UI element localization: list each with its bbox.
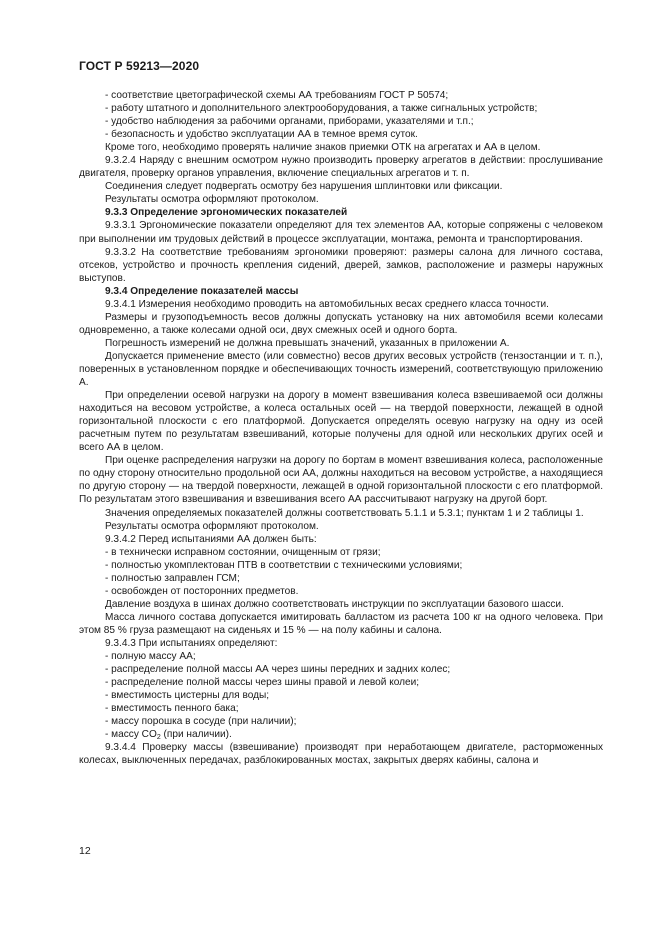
paragraph: При определении осевой нагрузки на дорогу в момент взвешивания колеса взвешиваемой оси должны находиться на весовом устройстве, а колеса остальных осей — на твердой поверхности, лежащей в одной горизонтальной плоскости с его платформой. Допускается определять осевую нагрузку на одну из осей расчетным путем по результатам взвешиваний, которые получены для одной или нескольких других осей и всего АА в целом. xyxy=(79,390,603,454)
section-heading: 9.3.3 Определение эргономических показателей xyxy=(105,207,348,219)
list-item: - безопасность и удобство эксплуатации АА в темное время суток. xyxy=(105,129,418,141)
list-item: - распределение полной массы АА через шины передних и задних колес; xyxy=(105,664,451,676)
paragraph: Погрешность измерений не должна превышать значений, указанных в приложении А. xyxy=(105,337,510,349)
list-item: - вместимость цистерны для воды; xyxy=(105,690,270,702)
list-item: - работу штатного и дополнительного электрооборудования, а также сигнальных устройств; xyxy=(105,103,538,115)
paragraph: 9.3.3.1 Эргономические показатели определяют для тех элементов АА, которые сопряжены с человеком при выполнении им трудовых действий в процессе эксплуатации, монтажа, ремонта и транспортирования. xyxy=(79,220,603,245)
paragraph: Результаты осмотра оформляют протоколом. xyxy=(105,520,319,532)
page-number: 12 xyxy=(79,845,91,857)
paragraph: Соединения следует подвергать осмотру без нарушения шплинтовки или фиксации. xyxy=(105,181,503,193)
list-item: - соответствие цветографической схемы АА требованиям ГОСТ Р 50574; xyxy=(105,90,449,101)
paragraph: Давление воздуха в шинах должно соответствовать инструкции по эксплуатации базового шасси. xyxy=(105,598,564,610)
paragraph: Результаты осмотра оформляют протоколом. xyxy=(105,194,319,206)
list-item: - полностью заправлен ГСМ; xyxy=(105,572,240,584)
section-heading: 9.3.4 Определение показателей массы xyxy=(105,285,299,297)
body-text xyxy=(79,89,603,767)
list-item: - вместимость пенного бака; xyxy=(105,703,239,715)
paragraph: 9.3.4.4 Проверку массы (взвешивание) производят при неработающем двигателе, расторможенных колесах, выключенных передачах, разблокированных мостах, закрытых дверях кабины, салона и xyxy=(79,742,603,767)
paragraph: Размеры и грузоподъемность весов должны допускать установку на них автомобиля всеми колесами одновременно, а также колесами одной оси, двух смежных осей и одного борта. xyxy=(79,311,603,336)
list-item: - в технически исправном состоянии, очищенным от грязи; xyxy=(105,546,381,558)
document-header: ГОСТ Р 59213—2020 xyxy=(79,59,200,73)
paragraph: 9.3.4.2 Перед испытаниями АА должен быть: xyxy=(105,533,317,545)
paragraph: 9.3.4.1 Измерения необходимо проводить на автомобильных весах среднего класса точности. xyxy=(105,298,549,310)
paragraph: При оценке распределения нагрузки на дорогу по бортам в момент взвешивания колеса, расположенные по одну сторону относительно продольной оси АА, должны находиться на весовом устройстве, а находящиеся по другую сторону — на твердой поверхности, лежащей в одной горизонтальной плоскости с его платформой. По результатам этого взвешивания и взвешивания всего АА рассчитывают нагрузку на другой борт. xyxy=(79,455,603,506)
paragraph: 9.3.2.4 Наряду с внешним осмотром нужно производить проверку агрегатов в действии: прослушивание двигателя, проверку органов управления, включение специальных агрегатов и т. п. xyxy=(79,155,603,180)
list-item: - удобство наблюдения за рабочими органами, приборами, указателями и т.п.; xyxy=(105,116,474,128)
list-item-co2 xyxy=(79,728,603,741)
list-item: - освобожден от посторонних предметов. xyxy=(105,585,299,597)
paragraph: 9.3.4.3 При испытаниях определяют: xyxy=(105,637,278,649)
list-item: - полностью укомплектован ПТВ в соответствии с техническими условиями; xyxy=(105,559,463,571)
paragraph: Кроме того, необходимо проверять наличие знаков приемки ОТК на агрегатах и АА в целом. xyxy=(105,142,541,154)
paragraph: Допускается применение вместо (или совместно) весов других весовых устройств (тензостанции и т. п.), поверенных в установленном порядке и обеспечивающих точность измерений, соответствующую приложению А. xyxy=(79,350,603,389)
list-item: - массу порошка в сосуде (при наличии); xyxy=(105,716,297,728)
paragraph: Значения определяемых показателей должны соответствовать 5.1.1 и 5.3.1; пунктам 1 и 2 таблицы 1. xyxy=(105,507,584,519)
co2-tail: (при наличии). xyxy=(160,729,232,741)
paragraph: Масса личного состава допускается имитировать балластом из расчета 100 кг на одного человека. При этом 85 % груза размещают на сиденьях и 15 % — на полу кабины и салона. xyxy=(79,611,603,636)
co2-text: - массу CO xyxy=(105,729,157,741)
list-item: - распределение полной массы через шины правой и левой колеи; xyxy=(105,677,420,689)
list-item: - полную массу АА; xyxy=(105,651,196,663)
paragraph: 9.3.3.2 На соответствие требованиям эргономики проверяют: размеры салона для личного состава, отсеков, устройство и прочность крепления сидений, дверей, замков, расположение и размеры наружных выступов. xyxy=(79,246,603,284)
co2-subscript: 2 xyxy=(156,734,161,742)
